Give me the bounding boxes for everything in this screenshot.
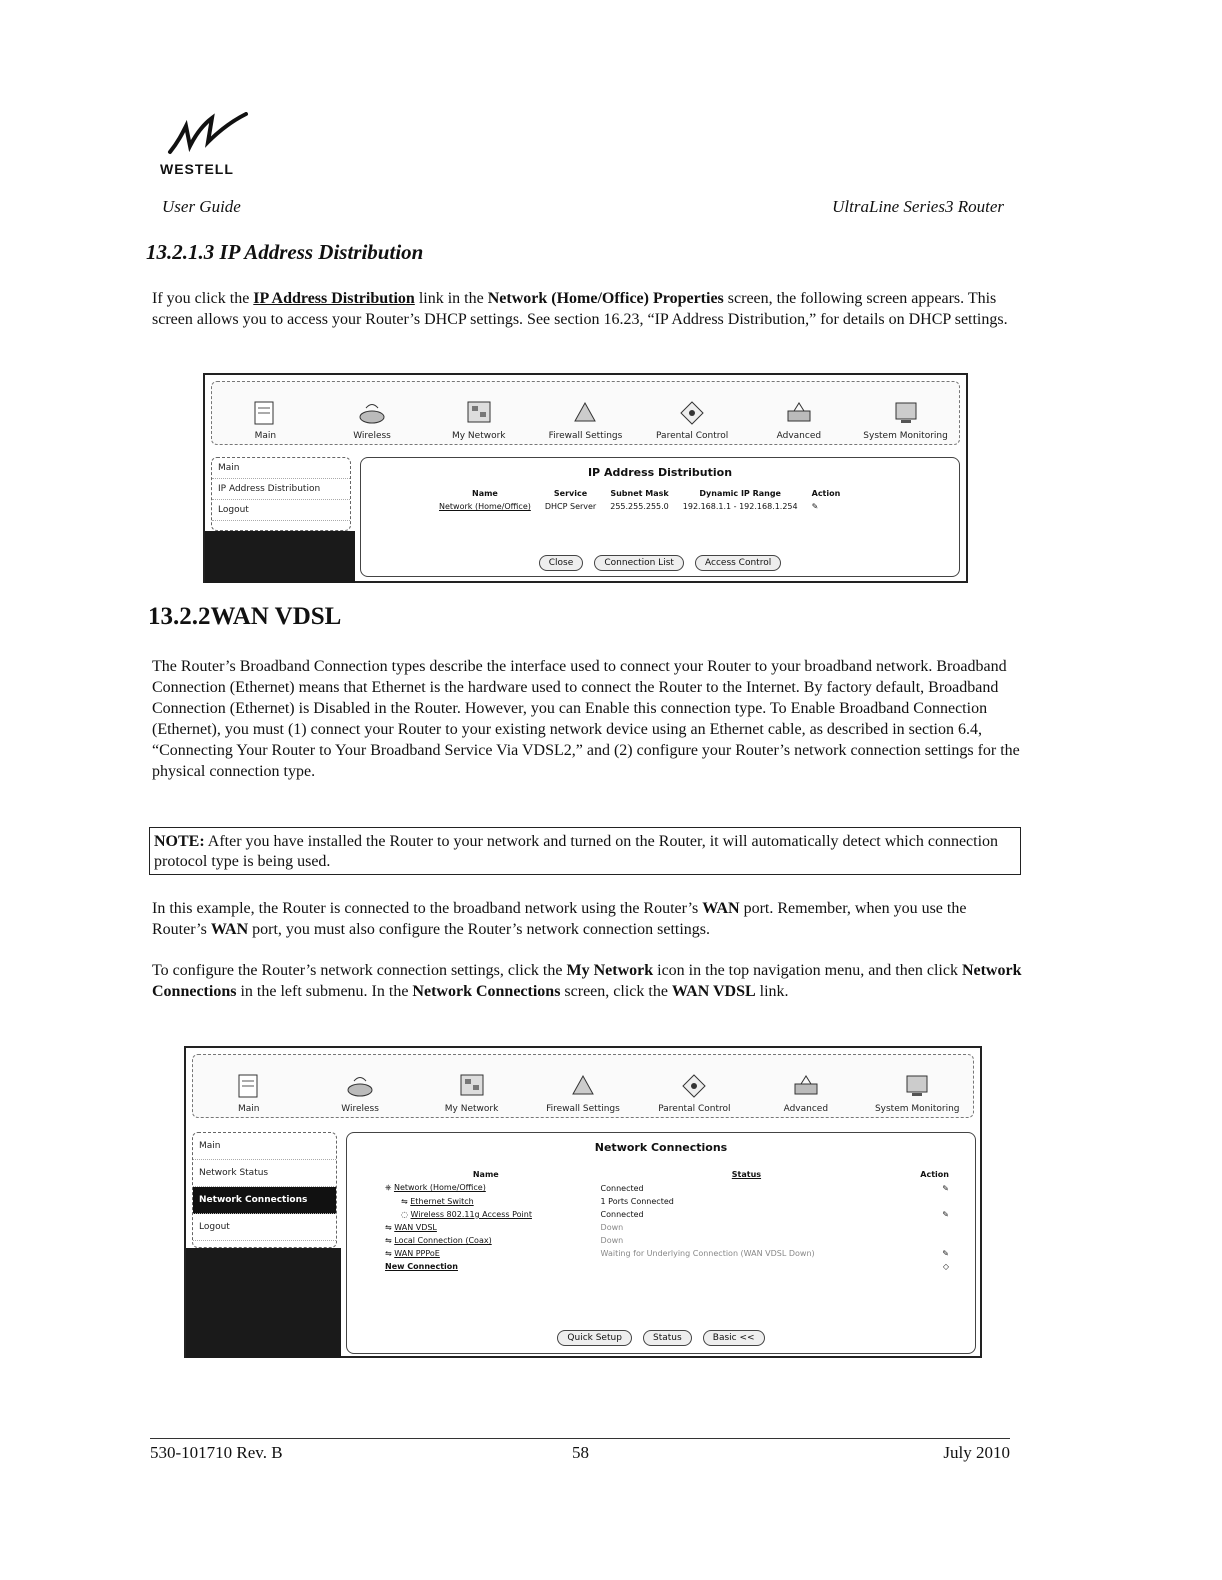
status-button[interactable]: Status bbox=[643, 1330, 692, 1346]
wireless-icon bbox=[357, 399, 387, 427]
section-heading-1 bbox=[146, 240, 423, 265]
nav-parental-control[interactable]: Parental Control bbox=[644, 1072, 744, 1114]
edit-action-icon[interactable]: ✎ bbox=[942, 1210, 949, 1219]
wan-vdsl-link[interactable]: WAN VDSL bbox=[394, 1223, 437, 1232]
westell-logo-icon bbox=[160, 112, 250, 160]
footer-divider bbox=[150, 1438, 1010, 1439]
parental-control-icon bbox=[679, 1072, 709, 1100]
sidebar-item-logout[interactable]: Logout bbox=[212, 500, 350, 521]
section-number-1: 13.2.1.3 bbox=[146, 240, 215, 264]
nav-main[interactable]: Main bbox=[215, 399, 315, 441]
advanced-icon bbox=[791, 1072, 821, 1100]
nav-my-network[interactable]: My Network bbox=[429, 399, 529, 441]
wireless-ap-icon: ◌ bbox=[401, 1210, 411, 1219]
ethernet-icon: ⇋ bbox=[401, 1197, 411, 1206]
table-row: ⇋ WAN PPPoE Waiting for Underlying Connection (WAN VDSL Down) ✎ bbox=[379, 1248, 955, 1259]
network-home-office-link[interactable]: Network (Home/Office) bbox=[393, 1183, 486, 1192]
table-row: ⇋ WAN VDSL Down bbox=[385, 1223, 624, 1232]
brand-name: WESTELL bbox=[160, 161, 234, 177]
close-button[interactable]: Close bbox=[539, 555, 584, 571]
content-panel bbox=[360, 457, 960, 577]
table-header: Name Status Action bbox=[472, 1170, 949, 1179]
section-2-paragraph-1: The Router’s Broadband Connection types describe the interface used to connect your Router to your broadband network. Broadband Connection (Ethernet) means that Ethernet is the hardware used to connect the Router to the Internet. By factory default, Broadband Connection (Ethernet) is Disabled in the Router. However, you can Enable this connection type. To Enable Broadband Connection (Ethernet), you must (1) connect your Router to your existing network device using an Ethernet cable, as described in section 6.4, “Connecting Your Router to Your Broadband Service Via VDSL2,” and (2) configure your Router’s network connection settings for the physical connection type. bbox=[152, 658, 1020, 780]
local-connection-coax-link[interactable]: Local Connection (Coax) bbox=[394, 1236, 492, 1245]
new-connection-link[interactable]: New Connection bbox=[385, 1262, 458, 1271]
firewall-icon bbox=[568, 1072, 598, 1100]
sidebar-item-logout[interactable]: Logout bbox=[193, 1214, 336, 1241]
section-1-paragraph: If you click the IP Address Distribution link in the Network (Home/Office) Properties screen, the following screen appears. This screen allows you to access your Router’s DHCP settings. See section 16.23, “IP Address Distribution,” for details on DHCP settings. bbox=[152, 290, 1008, 328]
nav-system-monitoring[interactable]: System Monitoring bbox=[856, 399, 956, 441]
sidebar bbox=[211, 457, 351, 531]
wan-icon: ⇋ bbox=[385, 1223, 395, 1232]
sidebar-item-ip-address-distribution[interactable]: IP Address Distribution bbox=[212, 479, 350, 500]
nav-system-monitoring[interactable]: System Monitoring bbox=[867, 1072, 967, 1114]
footer-page-number: 58 bbox=[572, 1443, 589, 1462]
section-heading-2 bbox=[148, 603, 341, 631]
dhcp-table bbox=[431, 486, 848, 514]
section-title-1: IP Address Distribution bbox=[219, 240, 424, 264]
main-icon bbox=[234, 1072, 264, 1100]
sidebar-2 bbox=[192, 1132, 337, 1248]
nav-advanced[interactable]: Advanced bbox=[749, 399, 849, 441]
nav-advanced[interactable]: Advanced bbox=[756, 1072, 856, 1114]
network-home-office-link[interactable]: Network (Home/Office) bbox=[439, 502, 531, 511]
table-row: ⇋ Local Connection (Coax) Down bbox=[385, 1236, 624, 1245]
note-label: NOTE: bbox=[154, 833, 205, 850]
screenshot-network-connections bbox=[184, 1046, 982, 1358]
panel-title: IP Address Distribution bbox=[587, 466, 733, 479]
basic-button[interactable]: Basic << bbox=[703, 1330, 765, 1346]
connection-list-button[interactable]: Connection List bbox=[594, 555, 684, 571]
firewall-icon bbox=[570, 399, 600, 427]
ip-address-distribution-link[interactable]: IP Address Distribution bbox=[253, 290, 415, 307]
add-action-icon[interactable]: ◇ bbox=[942, 1262, 949, 1271]
edit-action-icon[interactable]: ✎ bbox=[811, 502, 819, 511]
main-icon bbox=[250, 399, 280, 427]
quick-setup-button[interactable]: Quick Setup bbox=[557, 1330, 632, 1346]
nav-main[interactable]: Main bbox=[199, 1072, 299, 1114]
footer-doc-number: 530-101710 Rev. B bbox=[150, 1443, 283, 1462]
network-icon: ⎈ bbox=[385, 1183, 394, 1192]
sidebar-item-network-status[interactable]: Network Status bbox=[193, 1160, 336, 1187]
note-box bbox=[149, 827, 1021, 875]
table-row: ⇋ Ethernet Switch 1 Ports Connected bbox=[401, 1197, 674, 1206]
sidebar-item-main[interactable]: Main bbox=[193, 1133, 336, 1160]
advanced-icon bbox=[784, 399, 814, 427]
system-monitoring-icon bbox=[891, 399, 921, 427]
parental-control-icon bbox=[677, 399, 707, 427]
nav-firewall-settings[interactable]: Firewall Settings bbox=[535, 399, 635, 441]
ethernet-switch-link[interactable]: Ethernet Switch bbox=[410, 1197, 474, 1206]
sidebar-dark-area bbox=[205, 531, 355, 583]
content-panel-2 bbox=[346, 1132, 976, 1354]
button-row bbox=[361, 550, 959, 571]
footer-date: July 2010 bbox=[943, 1443, 1010, 1462]
nav-my-network[interactable]: My Network bbox=[422, 1072, 522, 1114]
top-nav-2 bbox=[192, 1054, 974, 1118]
top-nav bbox=[211, 381, 960, 445]
system-monitoring-icon bbox=[902, 1072, 932, 1100]
edit-action-icon[interactable]: ✎ bbox=[942, 1183, 949, 1193]
section-2-paragraph-2: In this example, the Router is connected to the broadband network using the Router’s WAN port. Remember, when you use the Router’s WAN port, you must also configure the Router’s network connection settings. bbox=[152, 900, 967, 938]
connections-table bbox=[377, 1167, 957, 1274]
section-number-2: 13.2.2 bbox=[148, 603, 211, 630]
my-network-icon bbox=[457, 1072, 487, 1100]
nav-wireless[interactable]: Wireless bbox=[310, 1072, 410, 1114]
edit-action-icon[interactable]: ✎ bbox=[942, 1249, 949, 1258]
wireless-access-point-link[interactable]: Wireless 802.11g Access Point bbox=[410, 1210, 532, 1219]
sidebar-item-main[interactable]: Main bbox=[212, 458, 350, 479]
section-2-paragraph-3: To configure the Router’s network connection settings, click the My Network icon in the top navigation menu, and then click Network Connections in the left submenu. In the Network Connections screen, click the WAN VDSL link. bbox=[152, 962, 1022, 1000]
table-row: ⎈ Network (Home/Office) Connected ✎ bbox=[379, 1182, 955, 1194]
screenshot-ip-address-distribution bbox=[203, 373, 968, 583]
wireless-icon bbox=[345, 1072, 375, 1100]
my-network-icon bbox=[464, 399, 494, 427]
wan-pppoe-link[interactable]: WAN PPPoE bbox=[394, 1249, 440, 1258]
nav-parental-control[interactable]: Parental Control bbox=[642, 399, 742, 441]
sidebar-item-network-connections[interactable]: Network Connections bbox=[193, 1187, 336, 1214]
table-row bbox=[379, 1261, 955, 1272]
button-row-2 bbox=[347, 1325, 975, 1346]
access-control-button[interactable]: Access Control bbox=[695, 555, 781, 571]
panel-title-2: Network Connections bbox=[594, 1141, 728, 1154]
header-left: User Guide bbox=[162, 197, 241, 216]
table-row: Network (Home/Office) DHCP Server 255.255.255.0 192.168.1.1 - 192.168.1.254 ✎ bbox=[433, 501, 846, 512]
nav-firewall-settings[interactable]: Firewall Settings bbox=[533, 1072, 633, 1114]
nav-wireless[interactable]: Wireless bbox=[322, 399, 422, 441]
pppoe-icon: ⇋ bbox=[385, 1249, 395, 1258]
note-text: After you have installed the Router to your network and turned on the Router, it will automatically detect which connection protocol type is being used. bbox=[154, 833, 999, 870]
section-title-2: WAN VDSL bbox=[210, 603, 342, 630]
sidebar-dark-area bbox=[186, 1248, 341, 1358]
header-right: UltraLine Series3 Router bbox=[832, 197, 1004, 216]
coax-icon: ⇋ bbox=[385, 1236, 395, 1245]
table-header: Name Service Subnet Mask Dynamic IP Range Action bbox=[472, 489, 841, 498]
table-row: ◌ Wireless 802.11g Access Point Connected ✎ bbox=[379, 1209, 955, 1220]
